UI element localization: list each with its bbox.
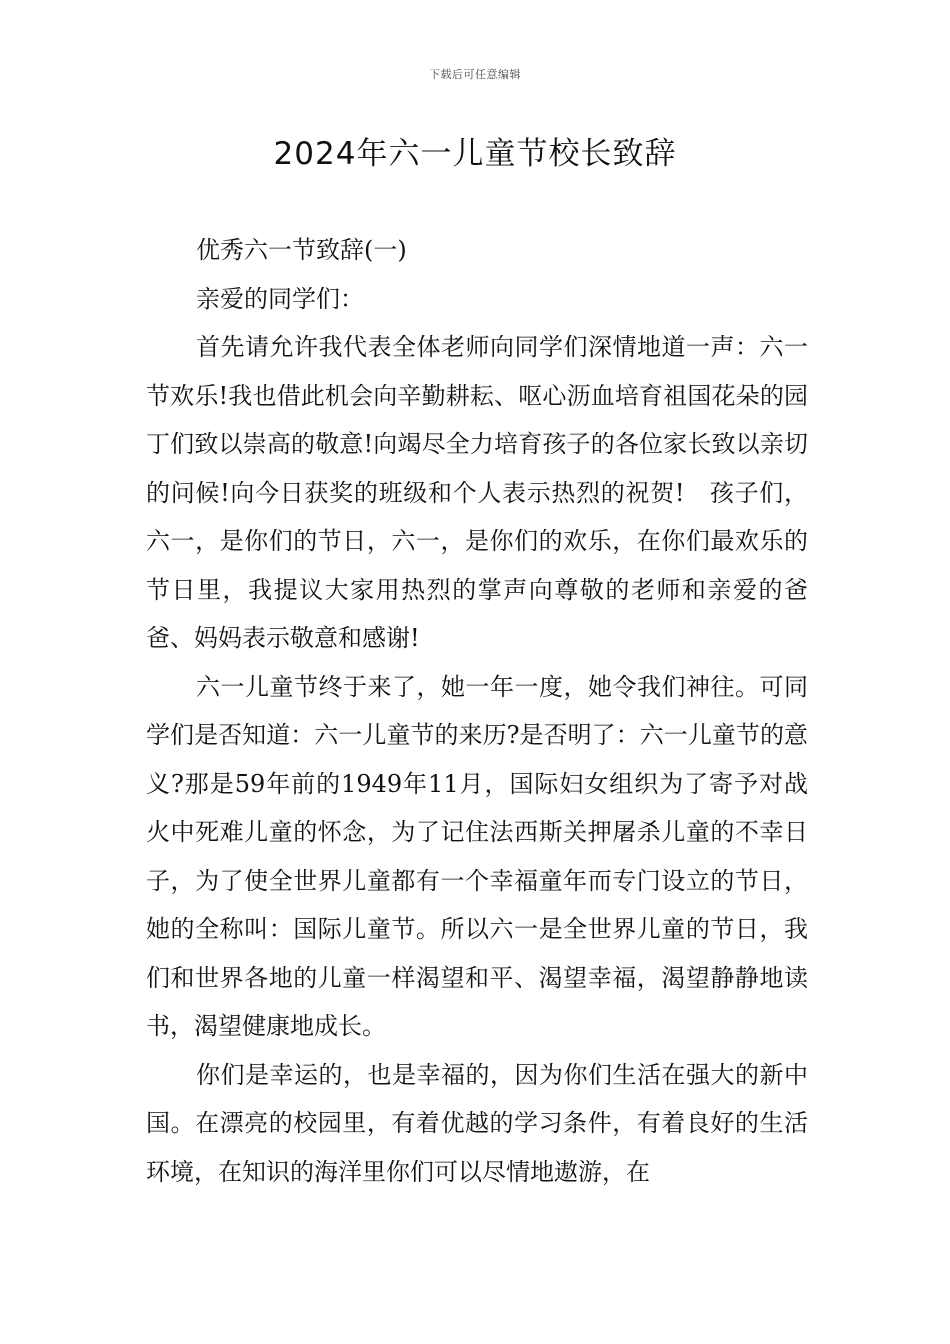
paragraph-greeting: 首先请允许我代表全体老师向同学们深情地道一声：六一节欢乐!我也借此机会向辛勤耕耘、呕心沥血培育祖国花朵的园丁们致以崇高的敬意!向竭尽全力培育孩子的各位家长致以亲切的问候!向今日获奖的班级和个人表示热烈的祝贺! 孩子们，六一，是你们的节日，六一，是你们的欢乐，在你们最欢乐的节日里，我提议大家用热烈的掌声向尊敬的老师和亲爱的爸爸、妈妈表示敬意和感谢! [146, 333, 808, 652]
header-note: 下载后可任意编辑 [429, 68, 521, 81]
paragraph-history: 六一儿童节终于来了，她一年一度，她令我们神往。可同学们是否知道：六一儿童节的来历?是否明了：六一儿童节的意义?那是59年前的1949年11月，国际妇女组织为了寄予对战火中死难儿童的怀念，为了记住法西斯关押屠杀儿童的不幸日子，为了使全世界儿童都有一个幸福童年而专门设立的节日，她的全称叫：国际儿童节。所以六一是全世界儿童的节日，我们和世界各地的儿童一样渴望和平、渴望幸福，渴望静静地读书，渴望健康地成长。 [146, 672, 808, 1040]
page-title: 2024年六一儿童节校长致辞 [273, 136, 677, 172]
paragraph-fortune: 你们是幸运的，也是幸福的，因为你们生活在强大的新中国。在漂亮的校园里，有着优越的学习条件，有着良好的生活环境，在知识的海洋里你们可以尽情地遨游，在 [146, 1060, 808, 1186]
salutation: 亲爱的同学们： [196, 284, 364, 313]
section-heading: 优秀六一节致辞(一) [196, 236, 407, 264]
body-text [146, 226, 808, 1196]
